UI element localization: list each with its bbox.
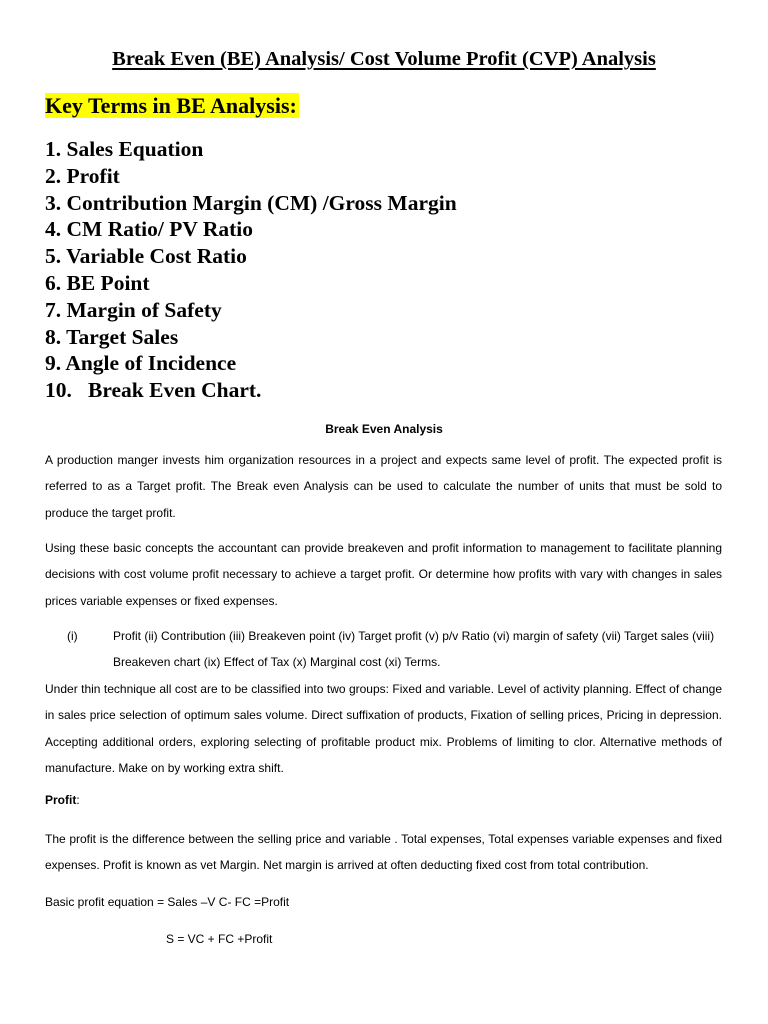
key-term-item: 6. BE Point <box>45 270 150 295</box>
key-term-item: 10. Break Even Chart. <box>45 378 262 403</box>
paragraph-intro: A production manger invests him organization resources in a project and expects same level of profit. The expected profit is referred to as a Target profit. The Break even Analysis can be used to calculate the number of units that must be sold to produce the target profit. <box>45 453 722 520</box>
profit-heading-label: Profit <box>45 793 77 807</box>
paragraph-technique: Under thin technique all cost are to be classified into two groups: Fixed and variable. Level of activity planning. Effect of change in sales price selection of optimum sales volume. Direct suffixation of products, Fixation of selling prices, Pricing in depression. Accepting additional orders, exploring selecting of profitable product mix. Problems of limiting to clor. Alternative methods of manufacture. Make on by working extra shift. <box>45 682 722 775</box>
key-term-item: 3. Contribution Margin (CM) /Gross Margin <box>45 190 457 215</box>
key-term-item: 5. Variable Cost Ratio <box>45 244 247 269</box>
key-terms-list <box>45 136 457 404</box>
sales-equation: S = VC + FC +Profit <box>166 932 273 946</box>
basic-profit-equation: Basic profit equation = Sales –V C- FC =Profit <box>45 895 290 909</box>
key-term-item: 4. CM Ratio/ PV Ratio <box>45 217 254 242</box>
document-title: Break Even (BE) Analysis/ Cost Volume Profit (CVP) Analysis <box>112 48 656 70</box>
list-item-text: Profit (ii) Contribution (iii) Breakeven point (iv) Target profit (v) p/v Ratio (vi) margin of safety (vii) Target sales (viii) Breakeven chart (ix) Effect of Tax (x) Marginal cost (xi) Terms. <box>113 629 715 670</box>
profit-heading <box>45 793 80 807</box>
paragraph-concepts: Using these basic concepts the accountant can provide breakeven and profit information to management to facilitate planning decisions with cost volume profit necessary to achieve a target profit. Or determine how profits with vary with changes in sales prices variable expenses or fixed expenses. <box>45 541 722 608</box>
highlighted-heading-text: Key Terms in BE Analysis: <box>45 93 297 118</box>
key-term-item: 2. Profit <box>45 163 120 188</box>
profit-heading-colon: : <box>76 793 80 807</box>
key-term-item: 7. Margin of Safety <box>45 297 222 322</box>
paragraph-profit-definition: The profit is the difference between the selling price and variable . Total expenses, Total expenses variable expenses and fixed expenses. Profit is known as vet Margin. Net margin is arrived at often deducting fixed cost from total contribution. <box>45 832 722 873</box>
key-term-item: 9. Angle of Incidence <box>45 351 237 376</box>
section-heading: Break Even Analysis <box>325 422 443 436</box>
key-terms-heading <box>45 92 299 120</box>
list-marker: (i) <box>67 629 78 643</box>
key-term-item: 1. Sales Equation <box>45 137 204 161</box>
key-term-item: 8. Target Sales <box>45 324 179 349</box>
